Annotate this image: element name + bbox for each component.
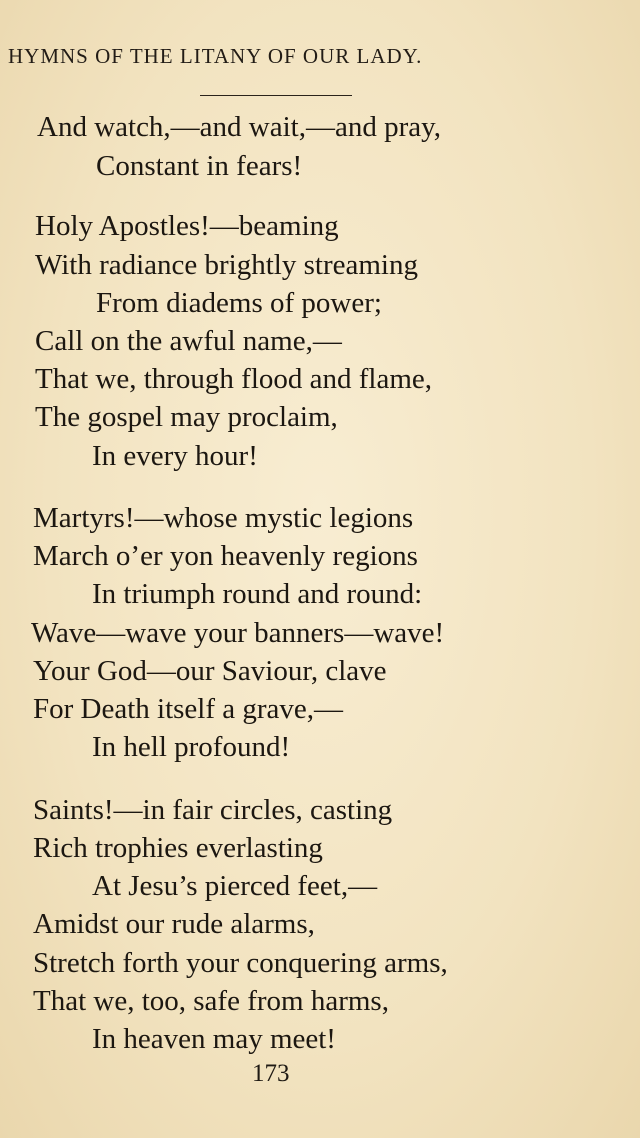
poem-line: In every hour! xyxy=(92,440,258,472)
header-rule xyxy=(200,95,352,96)
poem-line: Constant in fears! xyxy=(96,150,303,182)
poem-line: With radiance brightly streaming xyxy=(35,249,418,281)
poem-line: That we, too, safe from harms, xyxy=(33,985,389,1017)
poem-line: Amidst our rude alarms, xyxy=(33,908,315,940)
poem-line: That we, through flood and flame, xyxy=(35,363,433,395)
poem-line: Martyrs!—whose mystic legions xyxy=(33,502,414,534)
poem-line: At Jesu’s pierced feet,— xyxy=(92,870,378,902)
poem-line: Rich trophies everlasting xyxy=(33,832,323,864)
poem-line: In hell profound! xyxy=(92,731,291,763)
poem-line: In heaven may meet! xyxy=(92,1023,336,1055)
poem-line: And watch,—and wait,—and pray, xyxy=(37,111,442,143)
poem-line: The gospel may proclaim, xyxy=(35,401,338,433)
running-head: HYMNS OF THE LITANY OF OUR LADY. xyxy=(8,44,423,68)
page-number: 173 xyxy=(252,1060,290,1087)
poem-line: Saints!—in fair circles, casting xyxy=(33,794,393,826)
poem-line: From diadems of power; xyxy=(96,287,382,319)
poem-line: For Death itself a grave,— xyxy=(33,693,344,725)
poem-line: Stretch forth your conquering arms, xyxy=(33,947,448,979)
poem-line: Wave—wave your banners—wave! xyxy=(31,617,445,649)
poem-line: March o’er yon heavenly regions xyxy=(33,540,418,572)
poem-line: Call on the awful name,— xyxy=(35,325,342,357)
poem-line: Holy Apostles!—beaming xyxy=(35,210,339,242)
poem-line: Your God—our Saviour, clave xyxy=(33,655,387,687)
poem-line: In triumph round and round: xyxy=(92,578,423,610)
